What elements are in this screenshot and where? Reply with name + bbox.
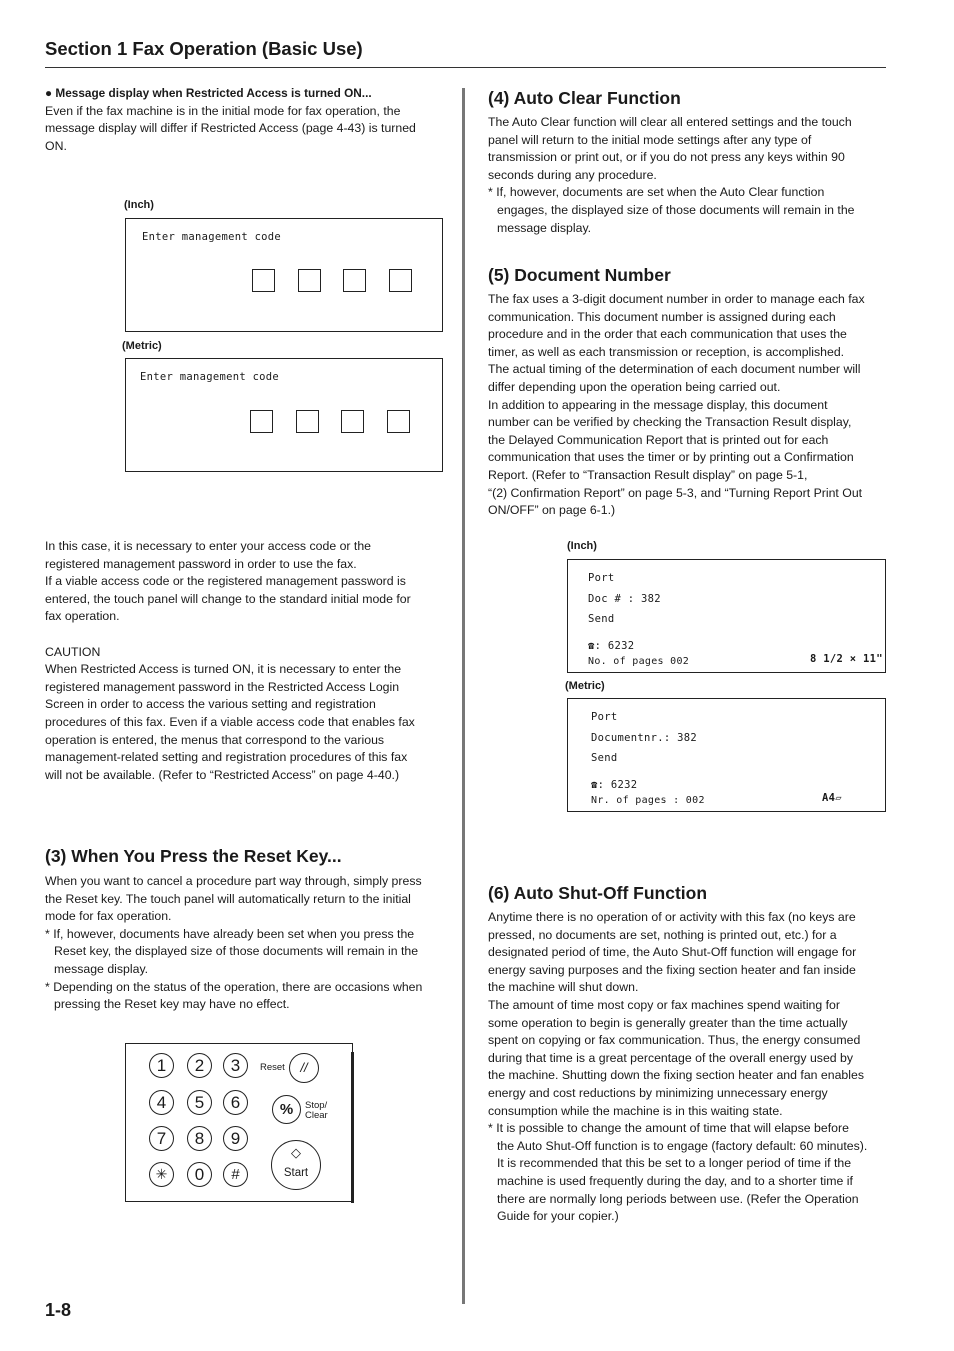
screen-prompt: Enter management code — [142, 231, 282, 243]
paragraph-line: ON. — [45, 138, 67, 153]
paragraph-line: It is recommended that this be set to a longer period of time if the — [497, 1156, 852, 1171]
reset-section-heading: (3) When You Press the Reset Key... — [45, 846, 342, 866]
paragraph-line: When you want to cancel a procedure part way through, simply press — [45, 874, 422, 888]
paragraph-line: Guide for your copier.) — [497, 1209, 619, 1224]
paragraph-line: The fax uses a 3-digit document number in order to manage each fax — [488, 292, 865, 306]
code-digit-box — [252, 269, 275, 292]
paragraph-line: transmission or print out, or if you do not press any keys within 90 — [488, 150, 845, 165]
paragraph-line: mode for fax operation. — [45, 909, 172, 924]
caution-title: CAUTION — [45, 644, 101, 659]
paragraph-line: The actual timing of the determination of each document number will — [488, 362, 861, 377]
paragraph-line: during that time is a great percentage of the overall energy used by — [488, 1050, 854, 1065]
paragraph-line: pressing the Reset key may have no effect. — [54, 997, 290, 1012]
paragraph-line: message display will differ if Restricted Access (page 4-43) is turned — [45, 121, 416, 136]
key-0[interactable]: 0 — [187, 1162, 212, 1187]
document-number-body — [488, 291, 890, 520]
paragraph-line: consumption while the machine is in this waiting state. — [488, 1103, 783, 1118]
paragraph-line: energy and cost reductions by minimizing unnecessary energy — [488, 1085, 828, 1100]
metric-caption: (Metric) — [565, 680, 605, 692]
paragraph-line: pressed, no documents are set, nothing is printed out, etc.) for a — [488, 927, 837, 942]
auto-clear-heading: (4) Auto Clear Function — [488, 88, 681, 108]
paragraph-line: panel will return to the initial mode settings after any type of — [488, 132, 812, 147]
paragraph-line: “(2) Confirmation Report” on page 5-3, and “Turning Report Print Out — [488, 485, 863, 500]
paragraph-line: * It is possible to change the amount of time that will elapse before — [488, 1121, 849, 1136]
key-3[interactable]: 3 — [223, 1053, 248, 1078]
paragraph-line: energy saving purposes and the fixing section heater and fan inside — [488, 962, 856, 977]
paragraph-line: The amount of time most copy or fax machines spend waiting for — [488, 997, 840, 1012]
key-4[interactable]: 4 — [149, 1090, 174, 1115]
paragraph-line: designated period of time, the Auto Shut-Off function will engage for — [488, 945, 857, 960]
reset-key-label: Reset — [260, 1062, 285, 1073]
paragraph-line: machine is used frequently during the day, and to a shorter time if — [497, 1173, 853, 1188]
paragraph-line: the Delayed Communication Report that is printed out for each — [488, 432, 829, 447]
start-button[interactable] — [271, 1140, 321, 1190]
screen-line-pages: No. of pages 002 — [588, 656, 690, 667]
paragraph-line: communication that uses the timer or by printing out a Confirmation — [488, 450, 854, 465]
paragraph-line: management-related setting and registration procedures of this fax — [45, 750, 408, 765]
paragraph-line: differ depending upon the operation being carried out. — [488, 379, 781, 394]
paragraph-line: message display. — [54, 961, 149, 976]
document-number-heading: (5) Document Number — [488, 265, 671, 285]
key-asterisk[interactable]: ✳ — [149, 1162, 174, 1187]
key-5[interactable]: 5 — [187, 1090, 212, 1115]
paragraph-line: some operation to begin is generally greater than the time actually — [488, 1015, 848, 1030]
paragraph-line: Reset key, the displayed size of those documents will remain in the — [54, 944, 419, 959]
column-divider — [462, 88, 465, 1304]
stop-clear-label-2: Clear — [305, 1110, 328, 1121]
paragraph-line: message display. — [497, 220, 592, 235]
paragraph-line: the Reset key. The touch panel will automatically return to the initial — [45, 891, 411, 906]
key-hash[interactable]: # — [223, 1162, 248, 1187]
inch-caption: (Inch) — [124, 199, 154, 211]
paragraph-line: Even if the fax machine is in the initial mode for fax operation, the — [45, 103, 401, 118]
key-7[interactable]: 7 — [149, 1126, 174, 1151]
screen-paper-size: 8 1/2 × 11" — [810, 653, 883, 665]
auto-shutoff-body — [488, 909, 892, 1226]
key-8[interactable]: 8 — [187, 1126, 212, 1151]
paragraph-line: Anytime there is no operation of or activity with this fax (no keys are — [488, 910, 856, 924]
paragraph-line: If a viable access code or the registered management password is — [45, 574, 406, 589]
panel-edge — [351, 1052, 354, 1203]
key-9[interactable]: 9 — [223, 1126, 248, 1151]
screen-line-phone: ☎: 6232 — [588, 640, 635, 652]
key-1[interactable]: 1 — [149, 1053, 174, 1078]
document-number-screen-inch — [567, 559, 886, 673]
screen-prompt: Enter management code — [140, 371, 280, 383]
paragraph-line: ON/OFF” on page 6-1.) — [488, 503, 616, 518]
screen-paper-size: A4▱ — [822, 792, 842, 804]
code-digit-box — [389, 269, 412, 292]
screen-line-doc-number: Documentnr.: 382 — [591, 732, 697, 744]
paragraph-line: the machine will shut down. — [488, 980, 639, 995]
key-6[interactable]: 6 — [223, 1090, 248, 1115]
screen-line-phone: ☎: 6232 — [591, 779, 638, 791]
paragraph-line: number can be verified by checking the Transaction Result display, — [488, 415, 852, 430]
paragraph-line: procedures of this fax. Even if a viable access code that enables fax — [45, 714, 415, 729]
paragraph-line: operation is entered, the menus that correspond to the various — [45, 732, 385, 747]
restricted-access-intro — [45, 85, 445, 155]
document-number-screen-metric — [567, 698, 886, 812]
paragraph-line: The Auto Clear function will clear all entered settings and the touch — [488, 115, 852, 129]
paragraph-line: entered, the touch panel will change to the standard initial mode for — [45, 591, 411, 606]
code-digit-box — [296, 410, 319, 433]
stop-clear-button[interactable]: % — [272, 1095, 301, 1124]
metric-caption: (Metric) — [122, 340, 162, 352]
paragraph-line: fax operation. — [45, 609, 120, 624]
paragraph-line: registered management password in the Restricted Access Login — [45, 679, 400, 694]
management-code-screen-metric — [125, 358, 443, 472]
paragraph-line: there are normally long periods between use. (Refer the Operation — [497, 1191, 859, 1206]
header-divider — [45, 67, 886, 68]
screen-line-port: Port — [591, 711, 618, 723]
code-digit-box — [343, 269, 366, 292]
keypad-panel — [125, 1043, 353, 1202]
screen-line-send: Send — [591, 752, 618, 764]
screen-line-send: Send — [588, 613, 615, 625]
paragraph-line: Screen in order to access the various setting and registration — [45, 697, 376, 712]
paragraph-line: * If, however, documents have already been set when you press the — [45, 926, 415, 941]
restricted-access-body — [45, 538, 445, 784]
code-digit-box — [298, 269, 321, 292]
paragraph-line: the Auto Shut-Off function is to engage (factory default: 60 minutes). — [497, 1138, 868, 1153]
start-icon: ◇ — [291, 1145, 301, 1160]
paragraph-line: * If, however, documents are set when the Auto Clear function — [488, 185, 825, 200]
paragraph-line: the machine. Shutting down the fixing section heater and fan enables — [488, 1068, 864, 1083]
auto-clear-body — [488, 114, 888, 237]
paragraph-line: Report. (Refer to “Transaction Result display” on page 5-1, — [488, 467, 808, 482]
paragraph-line: communication. This document number is assigned during each — [488, 309, 836, 324]
paragraph-line: When Restricted Access is turned ON, it is necessary to enter the — [45, 662, 402, 677]
inch-caption: (Inch) — [567, 540, 597, 552]
paragraph-line: In addition to appearing in the message display, this document — [488, 397, 828, 412]
auto-shutoff-heading: (6) Auto Shut-Off Function — [488, 883, 708, 903]
section-title: Section 1 Fax Operation (Basic Use) — [45, 38, 363, 59]
paragraph-line: * Depending on the status of the operation, there are occasions when — [45, 979, 423, 994]
management-code-screen-inch — [125, 218, 443, 332]
code-digit-box — [250, 410, 273, 433]
screen-line-doc-number: Doc # : 382 — [588, 593, 661, 605]
page-number: 1-8 — [45, 1300, 72, 1320]
code-digit-box — [341, 410, 364, 433]
paragraph-line: engages, the displayed size of those documents will remain in the — [497, 202, 855, 217]
paragraph-line: will not be available. (Refer to “Restricted Access” on page 4-40.) — [45, 767, 400, 782]
paragraph-line: seconds during any procedure. — [488, 167, 657, 182]
start-key-label: Start — [283, 1167, 309, 1179]
paragraph-line: spent on copying or fax communication. Thus, the energy consumed — [488, 1033, 861, 1048]
paragraph-line: In this case, it is necessary to enter your access code or the — [45, 539, 372, 553]
screen-line-port: Port — [588, 572, 615, 584]
reset-section-body — [45, 873, 450, 1014]
paragraph-line: procedure and in the order that each communication that uses the — [488, 327, 847, 342]
paragraph-line: timer, as well as each transmission or reception, is accomplished. — [488, 344, 845, 359]
screen-line-pages: Nr. of pages : 002 — [591, 795, 705, 806]
code-digit-box — [387, 410, 410, 433]
restricted-access-bullet-title: ● Message display when Restricted Access is turned ON... — [45, 86, 372, 100]
reset-button[interactable]: // — [289, 1053, 319, 1083]
key-2[interactable]: 2 — [187, 1053, 212, 1078]
stop-clear-label-1: Stop/ — [305, 1100, 328, 1111]
paragraph-line: registered management password in order to use the fax. — [45, 556, 357, 571]
